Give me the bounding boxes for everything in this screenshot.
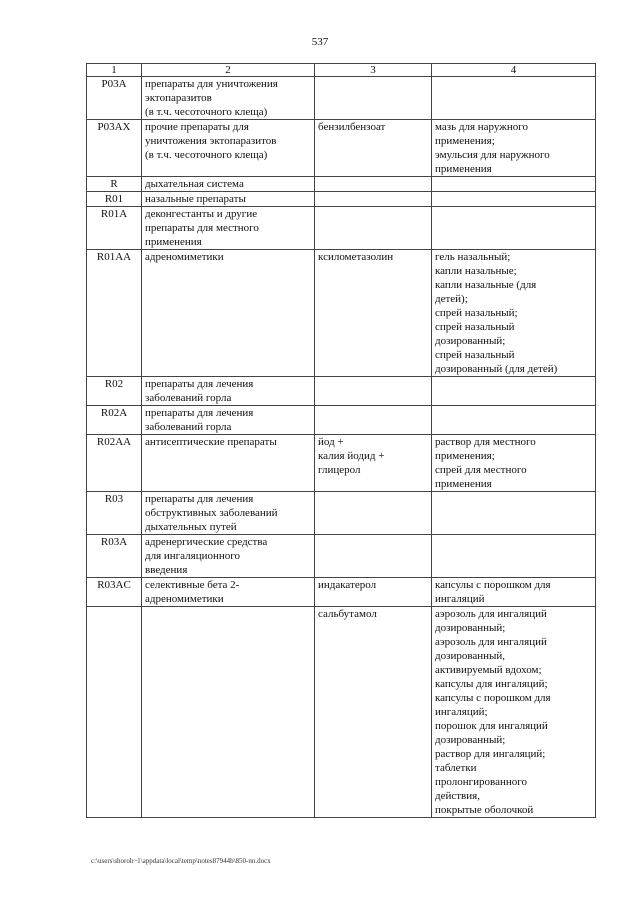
atc-code-cell: R [87,177,142,192]
atc-code-cell: P03A [87,77,142,120]
dosage-forms-cell [432,535,596,578]
table-row [87,177,596,192]
cell-line: пролонгированного [435,776,527,788]
anatomical-group-cell [142,207,315,250]
atc-code-cell: R03 [87,492,142,535]
cell-line: гель назальный; [435,251,511,263]
dosage-forms-cell [432,377,596,406]
cell-line: покрытые оболочкой [435,804,534,816]
dosage-forms-cell [432,492,596,535]
cell-line: капсулы с порошком для [435,579,551,591]
cell-line: препараты для местного [145,222,259,234]
cell-line: раствор для местного [435,436,536,448]
cell-line: аэрозоль для ингаляций [435,608,547,620]
anatomical-group-cell [142,177,315,192]
table-row [87,77,596,120]
cell-line: деконгестанты и другие [145,208,258,220]
cell-line: для ингаляционного [145,550,240,562]
cell-line: ингаляций [435,593,485,605]
cell-line: сальбутамол [318,608,377,620]
cell-line: спрей назальный [435,349,515,361]
anatomical-group-cell [142,250,315,377]
cell-line: аэрозоль для ингаляций [435,636,547,648]
cell-line: селективные бета 2- [145,579,240,591]
anatomical-group-cell [142,120,315,177]
atc-code-cell: R01AA [87,250,142,377]
drug-name-cell [315,406,432,435]
atc-code-cell: R03AC [87,578,142,607]
drug-name-cell [315,250,432,377]
cell-line: (в т.ч. чесоточного клеща) [145,149,268,161]
table-row [87,120,596,177]
cell-line: индакатерол [318,579,377,591]
anatomical-group-cell [142,607,315,818]
dosage-forms-cell [432,120,596,177]
drug-name-cell [315,535,432,578]
table-row [87,535,596,578]
anatomical-group-cell [142,435,315,492]
atc-code-cell: R01A [87,207,142,250]
drug-name-cell [315,492,432,535]
dosage-forms-cell [432,177,596,192]
cell-line: спрей назальный [435,321,515,333]
drug-name-cell [315,192,432,207]
cell-line: применения [435,163,492,175]
cell-line: дозированный; [435,335,506,347]
cell-line: спрей для местного [435,464,527,476]
dosage-forms-cell [432,250,596,377]
header-cell: 2 [142,64,315,77]
cell-line: дыхательных путей [145,521,237,533]
cell-line: йод + [318,436,344,448]
drug-name-cell [315,607,432,818]
anatomical-group-cell [142,492,315,535]
cell-line: прочие препараты для [145,121,249,133]
anatomical-group-cell [142,406,315,435]
dosage-forms-cell [432,406,596,435]
cell-line: дозированный, [435,650,506,662]
dosage-forms-cell [432,77,596,120]
table-header-row [87,64,596,77]
table-row [87,192,596,207]
drug-name-cell [315,578,432,607]
cell-line: обструктивных заболеваний [145,507,278,519]
dosage-forms-cell [432,435,596,492]
cell-line: таблетки [435,762,477,774]
table-row [87,578,596,607]
cell-line: введения [145,564,188,576]
cell-line: дозированный; [435,622,506,634]
file-path-footer: c:\users\shoroh~1\appdata\local\temp\notes87944b\850-nn.docx [91,857,271,865]
anatomical-group-cell [142,77,315,120]
drug-name-cell [315,120,432,177]
table-row [87,377,596,406]
drug-name-cell [315,177,432,192]
cell-line: капсулы с порошком для [435,692,551,704]
drug-name-cell [315,435,432,492]
cell-line: уничтожения эктопаразитов [145,135,277,147]
cell-line: препараты для лечения [145,493,254,505]
cell-line: капсулы для ингаляций; [435,678,548,690]
table-row [87,492,596,535]
cell-line: применения; [435,450,495,462]
atc-code-cell: R02A [87,406,142,435]
table-row [87,607,596,818]
cell-line: заболеваний горла [145,392,232,404]
drug-name-cell [315,77,432,120]
cell-line: порошок для ингаляций [435,720,548,732]
anatomical-group-cell [142,578,315,607]
cell-line: применения; [435,135,495,147]
cell-line: препараты для лечения [145,407,254,419]
cell-line: применения [435,478,492,490]
header-cell: 1 [87,64,142,77]
dosage-forms-cell [432,578,596,607]
cell-line: капли назальные; [435,265,517,277]
dosage-forms-cell [432,192,596,207]
table-row [87,406,596,435]
anatomical-group-cell [142,377,315,406]
cell-line: глицерол [318,464,361,476]
cell-line: мазь для наружного [435,121,528,133]
anatomical-group-cell [142,535,315,578]
cell-line: заболеваний горла [145,421,232,433]
cell-line: адреномиметики [145,593,224,605]
header-cell: 4 [432,64,596,77]
atc-code-cell: R02AA [87,435,142,492]
cell-line: бензилбензоат [318,121,386,133]
drug-name-cell [315,207,432,250]
cell-line: антисептические препараты [145,436,277,448]
cell-line: детей); [435,293,468,305]
page-number: 537 [311,36,329,48]
cell-line: дозированный (для детей) [435,363,558,375]
cell-line: эмульсия для наружного [435,149,550,161]
cell-line: капли назальные (для [435,279,537,291]
atc-code-cell [87,607,142,818]
table-row [87,250,596,377]
atc-code-cell: R01 [87,192,142,207]
dosage-forms-cell [432,607,596,818]
cell-line: назальные препараты [145,193,246,205]
header-cell: 3 [315,64,432,77]
cell-line: адренергические средства [145,536,268,548]
atc-code-cell: R02 [87,377,142,406]
cell-line: действия, [435,790,480,802]
table-row [87,207,596,250]
cell-line: адреномиметики [145,251,224,263]
medication-table [86,63,596,818]
cell-line: ксилометазолин [318,251,394,263]
cell-line: активируемый вдохом; [435,664,542,676]
cell-line: раствор для ингаляций; [435,748,546,760]
cell-line: дыхательная система [145,178,244,190]
anatomical-group-cell [142,192,315,207]
cell-line: калия йодид + [318,450,385,462]
atc-code-cell: P03AX [87,120,142,177]
cell-line: применения [145,236,202,248]
cell-line: препараты для лечения [145,378,254,390]
cell-line: ингаляций; [435,706,488,718]
atc-code-cell: R03A [87,535,142,578]
drug-name-cell [315,377,432,406]
cell-line: дозированный; [435,734,506,746]
dosage-forms-cell [432,207,596,250]
cell-line: спрей назальный; [435,307,518,319]
cell-line: эктопаразитов [145,92,212,104]
table-row [87,435,596,492]
cell-line: (в т.ч. чесоточного клеща) [145,106,268,118]
cell-line: препараты для уничтожения [145,78,278,90]
